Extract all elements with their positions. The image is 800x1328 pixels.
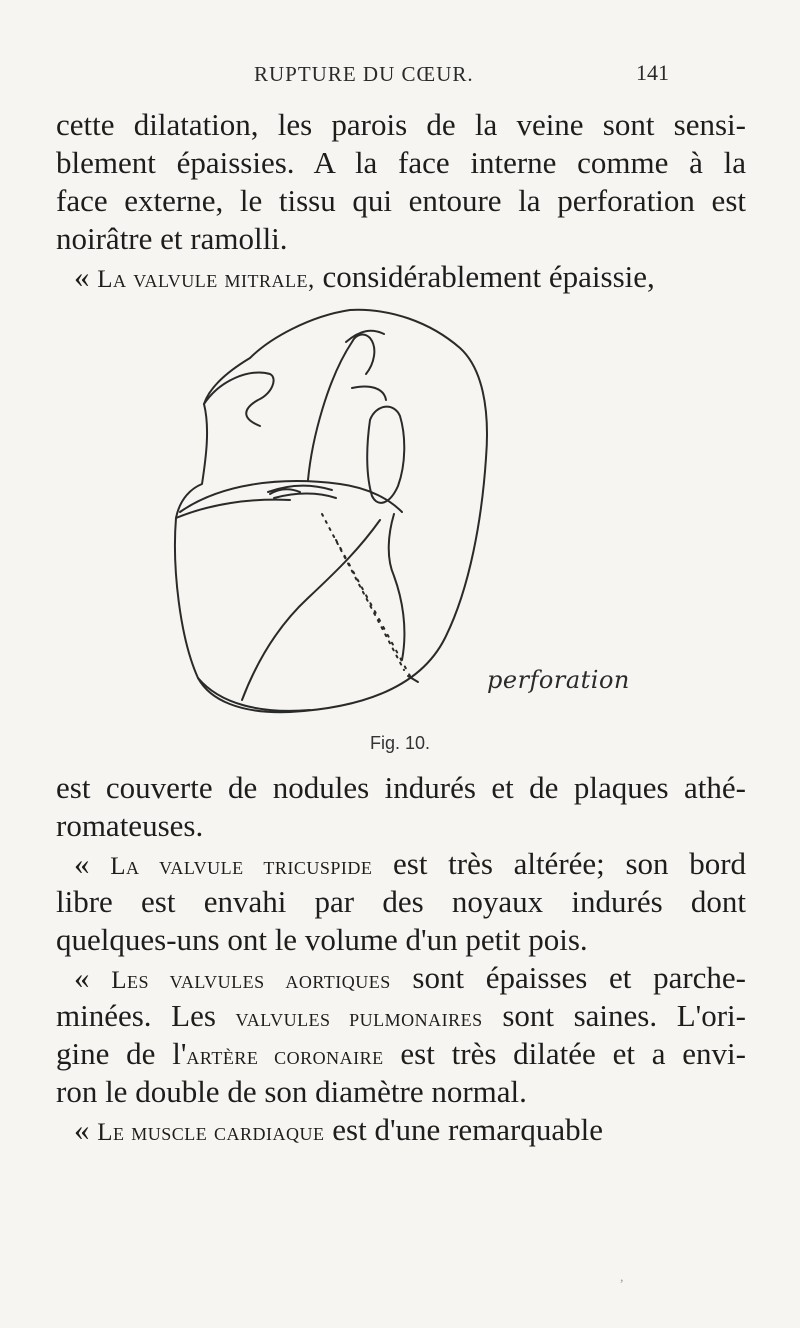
text-segment: est très dilatée et a envi- xyxy=(383,1036,746,1071)
text-line: face externe, le tissu qui entoure la perforation est xyxy=(56,183,746,218)
auricle-outline xyxy=(204,372,274,426)
text-line xyxy=(56,845,746,883)
print-speck: , xyxy=(620,1270,624,1285)
small-caps-term: valvules pulmonaires xyxy=(235,1005,483,1032)
text-segment: sont épaisses et parche- xyxy=(390,960,747,995)
septum-line-right xyxy=(389,514,405,660)
text-line xyxy=(56,258,746,296)
text-line xyxy=(56,959,746,997)
text-line: cette dilatation, les parois de la veine sont sensi- xyxy=(56,107,746,142)
apex-curve xyxy=(198,678,310,711)
text-line xyxy=(56,1035,746,1073)
running-title: RUPTURE DU CŒUR. xyxy=(254,62,474,86)
text-line: noirâtre et ramolli. xyxy=(56,221,288,256)
text-segment: est très altérée; son bord xyxy=(372,846,747,881)
figure-caption: Fig. 10. xyxy=(369,733,431,753)
text-segment: gine de l' xyxy=(56,1036,187,1071)
heart-outline xyxy=(175,310,487,712)
small-caps-term: La valvule mitrale, xyxy=(97,266,315,293)
page-number: 141 xyxy=(636,60,669,85)
text-segment: considérablement épaissie, xyxy=(314,259,655,294)
bottom-paragraphs xyxy=(56,769,746,1149)
small-caps-term: Les valvules aortiques xyxy=(111,967,391,994)
small-caps-term: Le muscle cardiaque xyxy=(97,1119,325,1146)
text-line xyxy=(56,1111,746,1149)
small-caps-term: La valvule tricuspide xyxy=(110,853,373,880)
small-caps-term: artère coronaire xyxy=(186,1043,384,1070)
vessel-oval xyxy=(367,407,404,503)
text-line: romateuses. xyxy=(56,808,204,843)
running-head xyxy=(0,62,800,92)
septum-line xyxy=(242,520,380,700)
base-fold-inner xyxy=(176,500,290,518)
quote-mark: « xyxy=(74,1112,98,1147)
perforation-pointer xyxy=(322,514,404,670)
figure-heart-illustration xyxy=(140,308,630,738)
aorta-vessel xyxy=(308,335,374,480)
top-paragraph xyxy=(56,106,746,296)
aorta-vessel-side xyxy=(352,387,386,401)
quote-mark: « xyxy=(74,259,98,294)
perforation-label: perforation xyxy=(487,666,630,694)
text-line: est couverte de nodules indurés et de plaques athé- xyxy=(56,770,746,805)
text-line: blement épaissies. A la face interne comme à la xyxy=(56,145,746,180)
text-line: quelques-uns ont le volume d'un petit pois. xyxy=(56,922,588,957)
quote-mark: « xyxy=(74,960,112,995)
text-segment: minées. Les xyxy=(56,998,236,1033)
text-line xyxy=(56,997,746,1035)
quote-mark: « xyxy=(74,846,111,881)
text-segment: sont saines. L'ori- xyxy=(482,998,746,1033)
text-line: ron le double de son diamètre normal. xyxy=(56,1074,527,1109)
text-line: libre est envahi par des noyaux indurés dont xyxy=(56,884,746,919)
text-segment: est d'une remarquable xyxy=(324,1112,603,1147)
aorta-vessel-top xyxy=(346,331,384,342)
valve-lips xyxy=(268,486,336,498)
